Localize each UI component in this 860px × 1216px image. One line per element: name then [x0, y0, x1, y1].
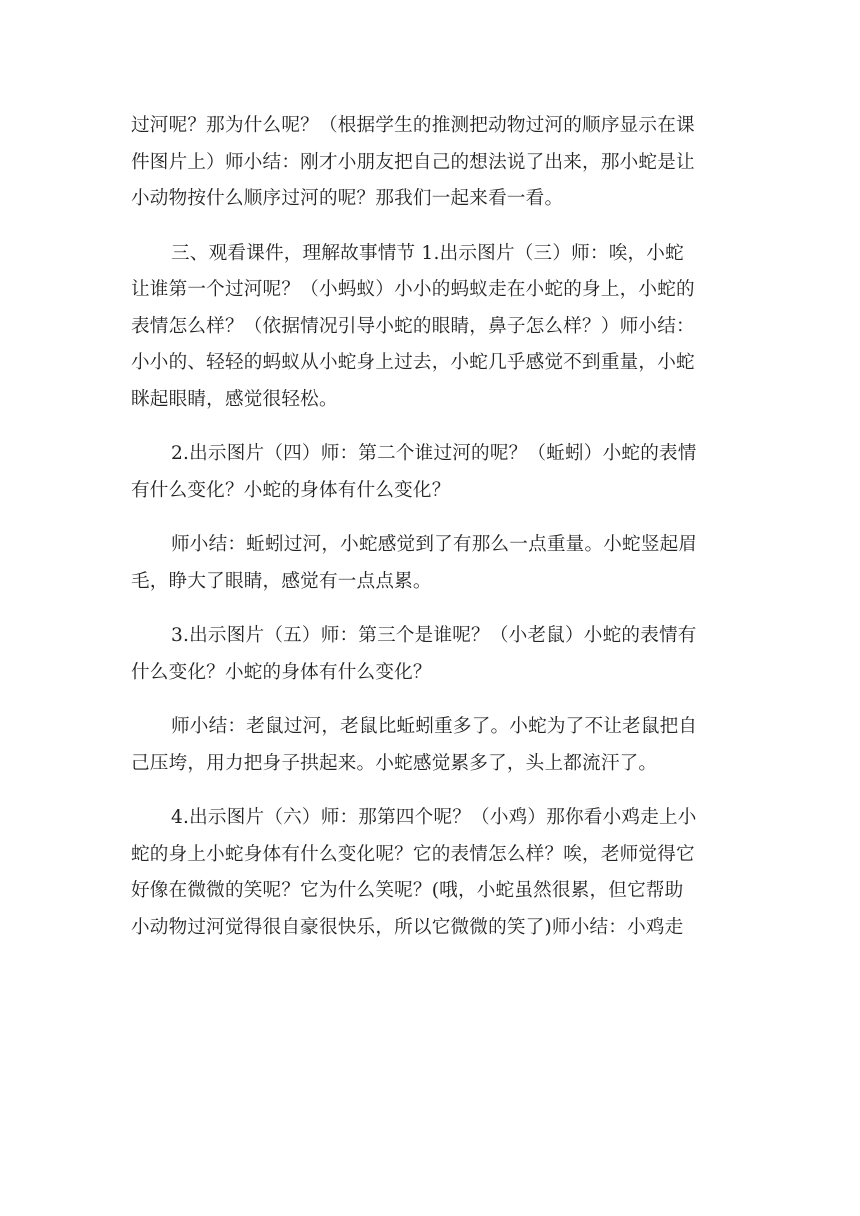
text-line: 己压垮，用力把身子拱起来。小蛇感觉累多了，头上都流汗了。: [131, 752, 658, 774]
text-line: 过河呢？那为什么呢？（根据学生的推测把动物过河的顺序显示在课: [131, 115, 695, 136]
text-line: 小动物按什么顺序过河的呢？那我们一起来看一看。: [131, 188, 564, 209]
text-line: 三、观看课件，理解故事情节 1.出示图片（三）师：唉，小蛇: [171, 242, 684, 264]
text-line: 毛，睁大了眼睛，感觉有一点点累。: [131, 570, 432, 592]
paragraph-1: [131, 108, 733, 218]
paragraph-3: [131, 436, 733, 509]
text-line: 小动物过河觉得很自豪很快乐，所以它微微的笑了)师小结：小鸡走: [131, 916, 684, 938]
text-line: 什么变化？小蛇的身体有什么变化？: [131, 661, 432, 683]
text-line: 3.出示图片（五）师：第三个是谁呢？（小老鼠）小蛇的表情有: [171, 625, 697, 646]
text-line: 有什么变化？小蛇的身体有什么变化？: [131, 479, 451, 501]
text-line: 4.出示图片（六）师：那第四个呢？（小鸡）那你看小鸡走上小: [171, 807, 697, 828]
text-line: 蛇的身上小蛇身体有什么变化呢？它的表情怎么样？唉，老师觉得它: [131, 843, 695, 865]
document-body: [131, 108, 733, 964]
paragraph-6: [131, 709, 733, 782]
paragraph-5: [131, 618, 733, 691]
paragraph-2: [131, 236, 733, 419]
text-line: 小小的、轻轻的蚂蚁从小蛇身上过去，小蛇几乎感觉不到重量，小蛇: [131, 352, 695, 373]
text-line: 师小结：蚯蚓过河，小蛇感觉到了有那么一点重量。小蛇竖起眉: [171, 534, 698, 555]
text-line: 师小结：老鼠过河，老鼠比蚯蚓重多了。小蛇为了不让老鼠把自: [171, 716, 698, 737]
text-line: 好像在微微的笑呢？它为什么笑呢？(哦，小蛇虽然很累，但它帮助: [131, 880, 684, 901]
text-line: 件图片上）师小结：刚才小朋友把自己的想法说了出来，那小蛇是让: [131, 151, 695, 173]
text-line: 让谁第一个过河呢？（小蚂蚁）小小的蚂蚁走在小蛇的身上，小蛇的: [131, 279, 695, 300]
paragraph-7: [131, 800, 733, 946]
paragraph-4: [131, 527, 733, 600]
text-line: 表情怎么样？（依据情况引导小蛇的眼睛，鼻子怎么样？）师小结：: [131, 315, 695, 337]
text-line: 2.出示图片（四）师：第二个谁过河的呢？（蚯蚓）小蛇的表情: [171, 443, 697, 464]
text-line: 眯起眼睛，感觉很轻松。: [131, 388, 338, 410]
